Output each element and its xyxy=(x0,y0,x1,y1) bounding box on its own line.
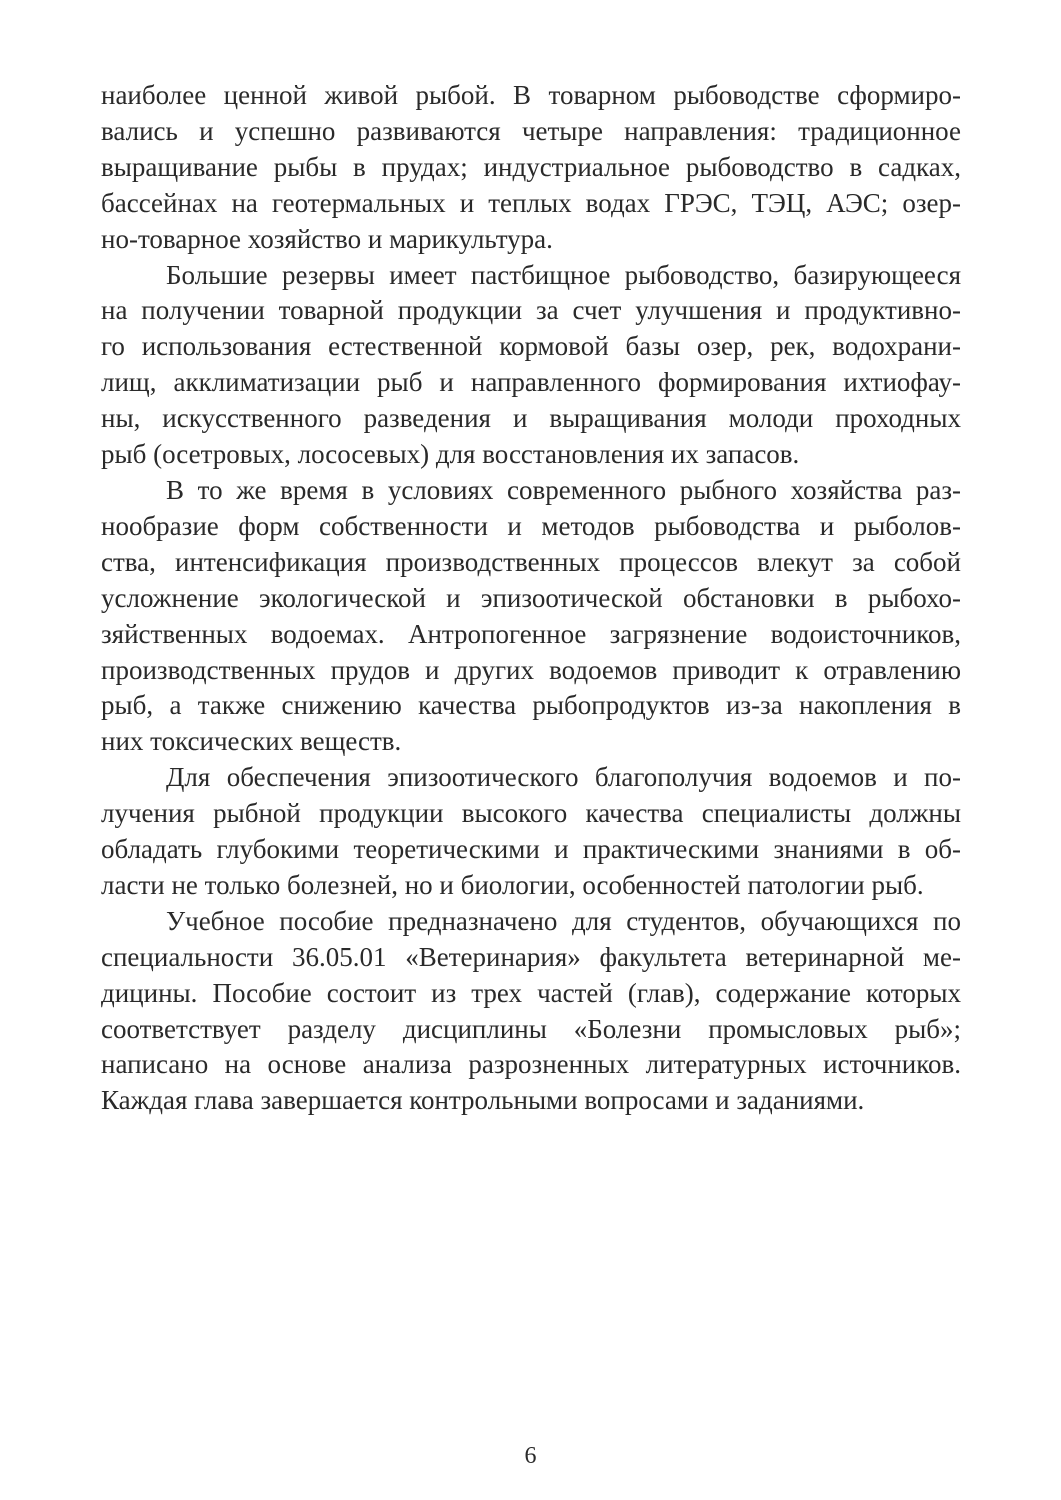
page-number: 6 xyxy=(524,1443,537,1469)
text-line: го использования естественной кормовой базы озер, рек, водохрани- xyxy=(101,331,961,362)
text-line: производственных прудов и других водоемов приводит к отравлению xyxy=(101,654,961,685)
paragraph-5 xyxy=(101,904,961,1119)
text-line: нообразие форм собственности и методов рыбоводства и рыболов- xyxy=(101,510,961,541)
text-line: рыб, а также снижению качества рыбопродуктов из-за накопления в xyxy=(101,690,961,721)
text-line: но-товарное хозяйство и марикультура. xyxy=(101,223,553,254)
text-line: зяйственных водоемах. Антропогенное загрязнение водоисточников, xyxy=(101,618,961,649)
paragraph-3 xyxy=(101,473,961,760)
text-line: Для обеспечения эпизоотического благополучия водоемов и по- xyxy=(166,762,961,793)
text-line: вались и успешно развиваются четыре направления: традиционное xyxy=(101,115,961,146)
text-line: дицины. Пособие состоит из трех частей (глав), содержание которых xyxy=(101,977,961,1008)
text-line: ства, интенсификация производственных процессов влекут за собой xyxy=(101,546,961,577)
body-text xyxy=(101,78,961,1119)
text-line: усложнение экологической и эпизоотической обстановки в рыбохо- xyxy=(101,582,961,613)
text-line: на получении товарной продукции за счет улучшения и продуктивно- xyxy=(101,295,961,326)
text-line: лучения рыбной продукции высокого качества специалисты должны xyxy=(101,798,961,829)
text-line: Учебное пособие предназначено для студентов, обучающихся по xyxy=(166,905,961,936)
text-line: выращивание рыбы в прудах; индустриальное рыбоводство в садках, xyxy=(101,151,961,182)
text-line: бассейнах на геотермальных и теплых водах ГРЭС, ТЭЦ, АЭС; озер- xyxy=(101,187,961,218)
text-line: рыб (осетровых, лососевых) для восстановления их запасов. xyxy=(101,439,800,470)
text-line: них токсических веществ. xyxy=(101,726,402,757)
text-line: специальности 36.05.01 «Ветеринария» факультета ветеринарной ме- xyxy=(101,941,961,972)
paragraph-1 xyxy=(101,78,961,258)
paragraph-2 xyxy=(101,258,961,473)
text-line: Каждая глава завершается контрольными вопросами и заданиями. xyxy=(101,1085,865,1116)
text-line: соответствует разделу дисциплины «Болезни промысловых рыб»; xyxy=(101,1013,961,1044)
text-line: обладать глубокими теоретическими и практическими знаниями в об- xyxy=(101,834,961,865)
text-line: написано на основе анализа разрозненных литературных источников. xyxy=(101,1049,961,1080)
text-line: лищ, акклиматизации рыб и направленного формирования ихтиофау- xyxy=(101,367,961,398)
paragraph-4 xyxy=(101,760,961,904)
text-line: наиболее ценной живой рыбой. В товарном рыбоводстве сформиро- xyxy=(101,80,961,110)
text-line: ласти не только болезней, но и биологии, особенностей патологии рыб. xyxy=(101,869,924,900)
text-line: В то же время в условиях современного рыбного хозяйства раз- xyxy=(166,474,961,505)
text-line: Большие резервы имеет пастбищное рыбоводство, базирующееся xyxy=(166,259,961,290)
text-line: ны, искусственного разведения и выращивания молоди проходных xyxy=(101,403,961,434)
